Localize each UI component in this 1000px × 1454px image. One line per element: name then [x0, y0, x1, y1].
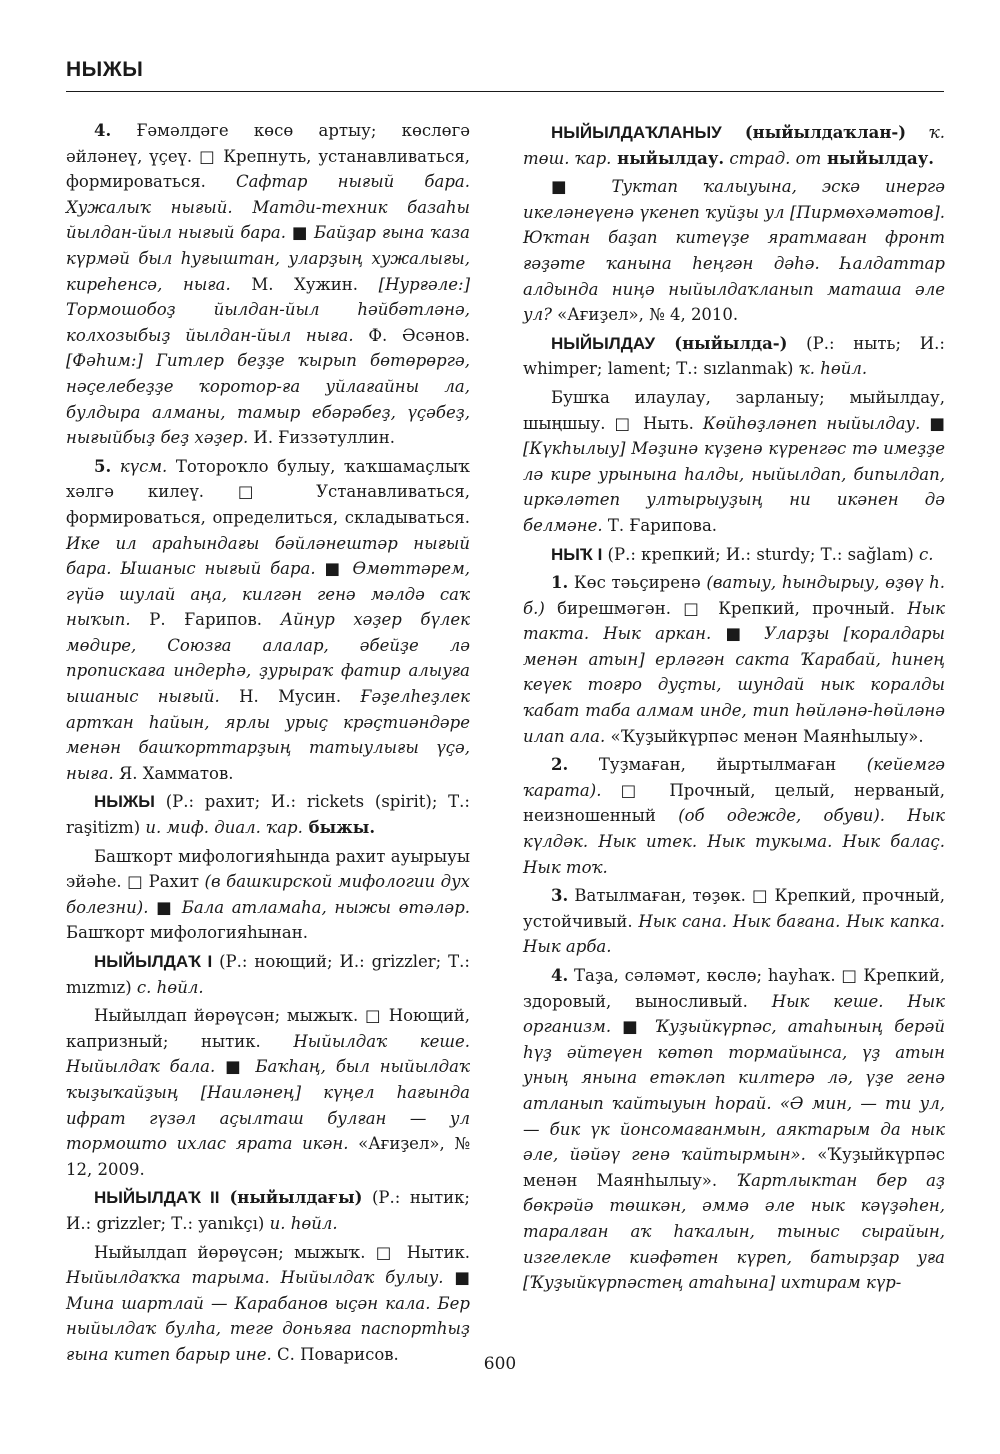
- source-citation: Ф. Әсәнов.: [353, 325, 470, 345]
- sense-number: 2.: [551, 755, 569, 775]
- sense-paragraph: [66, 118, 470, 451]
- sense-paragraph: [523, 963, 945, 1296]
- stem-form: (ныйылдаҡлан-): [721, 123, 907, 142]
- entry-heading: [523, 542, 945, 568]
- cross-reference: быжы.: [302, 818, 376, 838]
- sense-number: 5.: [94, 456, 112, 476]
- sense-number: 1.: [551, 573, 569, 593]
- etymology-text: (Р.: нытик; И.: grizzler; Т.: yanıkçı): [66, 1188, 470, 1233]
- sense-paragraph: [523, 883, 945, 960]
- source-citation: Т. Ғарипова.: [602, 515, 718, 535]
- source-citation: И. Ғиззәтуллин.: [248, 428, 396, 448]
- definition-text: Таҙа, сәләмәт, көслө; һауһаҡ. □ Крепкий, здоровый, выносливый.: [523, 966, 945, 1011]
- source-citation: Я. Хамматов.: [113, 763, 234, 783]
- example-text: Сафтар нығый бара. Хужалыҡ нығый. Матди-техник базаһы йылдан-йыл нығый бара. ■ Байҙар ғына ҡаза күрмәй был һуғыштан, уларҙың хужалығы, киреһенсә, ныға.: [66, 172, 470, 294]
- headword: НЫЙЫЛДАҠ II: [94, 1188, 220, 1208]
- cross-reference: ныйылдау.: [821, 148, 935, 168]
- example-text: [Фәһим:] Гитлер беҙҙе ҡырып бөтөрөргә, нәҫелебеҙҙе ҡоротор-ға уйлағайны ла, булдыра алманы, тамыр ебәрәбеҙ, үҫәбеҙ, нығыйбыҙ беҙ хәҙер.: [66, 351, 470, 448]
- source-citation: «Ағиҙел», № 12, 2009.: [66, 1134, 470, 1179]
- source-citation: Н. Мусин.: [219, 687, 361, 707]
- definition-text: Ғәмәлдәге көсө артыу; көслөгә әйләнеү, үҫеү. □ Крепнуть, устанавливаться, формироваться.: [66, 121, 470, 192]
- sense-paragraph: [523, 570, 945, 749]
- grammar-label: и. һөйл.: [269, 1213, 338, 1233]
- entry-body: [66, 844, 470, 946]
- grammar-label: с. һөйл.: [136, 977, 204, 997]
- usage-note: (кейемгә ҡарата).: [523, 755, 945, 800]
- example-text: (в башкирской мифологии дух болезни). ■ Бала атламаһа, ныжы өтәләр.: [66, 872, 470, 917]
- entry-heading: [523, 331, 945, 382]
- entry-body: [66, 1240, 470, 1368]
- etymology-text: (Р.: ныть; И.: whimper; lament; Т.: sızlanmak): [523, 333, 945, 379]
- header-rule: [66, 91, 944, 92]
- right-column: [523, 118, 945, 1299]
- stem-form: (ныйылдағы): [219, 1188, 363, 1208]
- definition-text: Бушҡа илаулау, зарланыу; мыйылдау, шыңшыу. □ Ныть.: [523, 387, 945, 433]
- entry-heading: [523, 120, 945, 171]
- sense-number: 4.: [94, 121, 112, 140]
- entry-heading: [66, 949, 470, 1000]
- definition-text: □ Прочный, целый, нерваный, неизношенный: [523, 780, 945, 826]
- page-number: 600: [483, 1354, 517, 1374]
- definition-text: Ныйылдап йөрөүсән; мыжыҡ. □ Нытик.: [94, 1242, 470, 1262]
- headword: НЫЖЫ: [94, 792, 155, 812]
- sense-paragraph: [66, 454, 470, 787]
- source-citation: М. Хужин.: [230, 274, 379, 294]
- etymology-text: (Р.: крепкий; И.: sturdy; Т.: sağlam): [602, 544, 919, 564]
- example-text: Көйһөҙләнеп ныйылдау. ■ [Күкһылыу] Мәҙинә күҙенә күренгәс тә имеҙҙе лә кире урынына һалды, ныйылдап, бипылдап, иркәләтеп ултырыуҙың ни икәнен дә белмәне.: [523, 413, 945, 535]
- definition-text: Ныйылдап йөрөүсән; мыжыҡ. □ Ноющий, капризный; нытик.: [66, 1006, 470, 1051]
- example-text: Ныйылдаҡҡа тарыма. Ныйылдаҡ булыу. ■ Мина шартлай — Карабанов ыҫән кала. Бер ныйылдаҡ булһа, теге доньяға паспортһыҙ ғына китеп барыр ине.: [66, 1268, 470, 1364]
- entry-body: [523, 174, 945, 328]
- etymology-text: (Р.: рахит; И.: rickets (spirit); Т.: raşitizm): [66, 792, 470, 838]
- sense-number: 3.: [551, 886, 569, 906]
- headword: НЫЙЫЛДАУ: [551, 333, 656, 353]
- example-text: Ҡартлыктан бер аҙ бөкрәйә төшкән, әммә әле нык кәүҙәһен, таралған аҡ һаҡалын, тыныс сырайын, изгелекле киәфәтен күреп, батырҙар уға [Ҡуҙыйкүрпәстең атаһына] ихтирам күр-: [523, 1170, 945, 1293]
- definition-text: Туҙмаған, йыртылмаған: [568, 755, 867, 775]
- example-text: ■ Туктап ҡалыуына, эскә инергә икеләнеүенә үкенеп ҡуйҙы ул [Пирмөхәмәтов]. Юҡтан баҙап китеүҙе яратмаған фронт ғәҙәте ҡанына һеңгән дәһә. Һалдаттар алдында ниңә ныйылдаҡланып маташа әле ул?: [523, 177, 945, 325]
- source-citation: «Ҡуҙыйкүрпәс менән Маянһылыу».: [523, 1145, 945, 1190]
- source-citation: «Ағиҙел», № 4, 2010.: [551, 305, 739, 325]
- example-text: Айнур хәҙер бүлек мөдире, Союзға алалар, әбейҙе лә пропискаға индерһә, ҙурыраҡ фатир алыуға ышаныс нығый.: [66, 610, 471, 707]
- sense-number: 4.: [551, 966, 569, 985]
- example-text: Ныйылдаҡ кеше. Ныйылдаҡ бала. ■ Баҡһаң, был ныйылдаҡ ҡыҙыҡайҙың [Наиләнең] күңел һағында ифрат гүзәл аҫылташ булған — ул тормошто ихлас ярата икән.: [66, 1031, 470, 1154]
- entry-body: [66, 1003, 470, 1182]
- example-text: Ғәҙелһеҙлек артҡан һайын, ярлы урыҫ крәҫтиәндәре менән башҡорттарҙың татыулығы үҫә, ныға.: [66, 687, 471, 783]
- usage-note: (ватыу, һындырыу, өҙөү һ. б.): [523, 573, 945, 618]
- definition-text: Көс тәьҫиренә: [568, 573, 707, 593]
- entry-heading: [66, 1185, 470, 1236]
- running-head: НЫЖЫ: [66, 58, 144, 81]
- source-citation: Башҡорт мифологияһынан.: [66, 923, 308, 943]
- example-text: [Нурғәле:] Тормошобоҙ йылдан-йыл һәйбәтләнә, колхозыбыҙ йылдан-йыл ныға.: [66, 274, 471, 345]
- entry-body: [523, 385, 945, 539]
- usage-label: күсм.: [111, 456, 168, 476]
- example-text: Ике ил араһындағы бәйләнештәр нығый бара. Ышаныс нығый бара. ■ Өмөттәрем, гүйә шулай аңа, килгән генә мәлдә саҡ ныҡып.: [66, 533, 470, 630]
- source-citation: С. Поварисов.: [271, 1344, 399, 1364]
- example-text: Нык такта. Нык аркан. ■ Уларҙы [коралдары менән атын] ерләгән сакта Ҡарабай, һинең кеүек тоғро дуҫты, шундай нык коралды ҡабат таба алмам инде, тип һөйләнә-һөйләнә илап ала.: [523, 598, 945, 746]
- example-text: Нык кеше. Нык организм. ■ Ҡуҙыйкүрпәс, атаһының берәй һүҙ әйтеүен көтөп тормайынса, үҙ атын уның янына етәкләп килтерә лә, үҙе генә атланып ҡайтыуын һорай. «Ә мин, — ти ул, — бик үк йонсомағанмын, аяктарым да нык әле, йәйәү генә ҡайтырмын».: [523, 991, 945, 1165]
- cross-reference: ныйылдау.: [611, 148, 725, 168]
- sense-paragraph: [523, 752, 945, 880]
- grammar-label: с.: [919, 544, 934, 564]
- left-column: [66, 118, 470, 1371]
- example-text: (об одежде, обуви). Нык күлдәк. Нык итек. Нык тукыма. Нык балаҫ. Нык тоҡ.: [523, 806, 945, 877]
- headword: НЫҠ I: [551, 544, 603, 564]
- source-citation: «Ҡуҙыйкүрпәс менән Маянһылыу».: [605, 726, 924, 746]
- example-text: Нык сана. Нык бағана. Нык капка. Нык арба.: [523, 911, 945, 957]
- definition-text: бирешмәгән. □ Крепкий, прочный.: [544, 598, 908, 618]
- grammar-label: ҡ. төш. ҡар.: [523, 123, 945, 168]
- etymology-text: (Р.: ноющий; И.: grizzler; Т.: mızmız): [66, 952, 470, 997]
- grammar-label: и. миф. диал. ҡар.: [145, 818, 303, 838]
- definition-text: Тотороҡло булыу, ҡаҡшамаҫлыҡ хәлгә килеү. □ Устанавливаться, формироваться, определиться, складываться.: [66, 456, 470, 527]
- headword: НЫЙЫЛДАҠ I: [94, 952, 213, 971]
- entry-heading: [66, 789, 470, 840]
- definition-text: Башҡорт мифологияһында рахит ауырыуы эйәһе. □ Рахит: [66, 846, 470, 892]
- source-citation: Р. Ғарипов.: [130, 610, 281, 630]
- grammar-label: страд. от: [724, 148, 822, 168]
- stem-form: (ныйылда-): [655, 333, 788, 353]
- grammar-label: ҡ. һөйл.: [798, 359, 868, 379]
- definition-text: Ватылмаған, төҙөк. □ Крепкий, прочный, устойчивый.: [523, 886, 945, 931]
- headword: НЫЙЫЛДАҠЛАНЫУ: [551, 123, 722, 142]
